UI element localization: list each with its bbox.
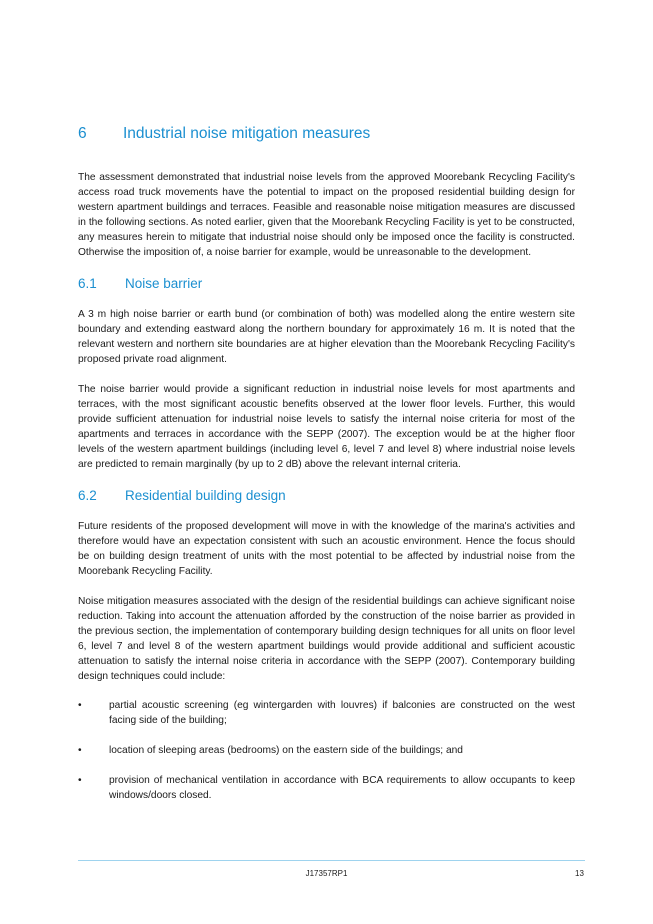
list-item (78, 743, 575, 758)
list-item-text: provision of mechanical ventilation in accordance with BCA requirements to allow occupants to keep windows/doors closed. (109, 775, 575, 801)
subsection-number: 6.1 (78, 276, 97, 291)
list-item-text: partial acoustic screening (eg wintergarden with louvres) if balconies are constructed on the west facing side of the building; (109, 700, 575, 726)
section-6-1-paragraph: A 3 m high noise barrier or earth bund (or combination of both) was modelled along the entire western site boundary and extending eastward along the northern boundary for approximately 16 m. It is noted that the relevant western and northern site boundaries are at higher elevation than the Moorebank Recycling Facility's proposed private road alignment. (78, 309, 575, 365)
section-6-2-heading (78, 487, 575, 505)
bullet-icon: • (78, 745, 82, 756)
page-content (78, 124, 575, 818)
section-title: Industrial noise mitigation measures (123, 125, 371, 142)
list-item (78, 773, 575, 803)
list-item (78, 698, 575, 728)
subsection-title: Residential building design (125, 488, 286, 503)
bullet-icon: • (78, 775, 82, 786)
footer-divider (78, 860, 585, 861)
design-techniques-list (78, 698, 575, 803)
section-6-2-paragraph: Noise mitigation measures associated with the design of the residential buildings can achieve significant noise reduction. Taking into account the attenuation afforded by the construction of the noise barrier as provided in the previous section, the implementation of contemporary building design techniques for all units on floor level 6, level 7 and level 8 of the western apartment buildings would provide additional and sufficient acoustic attenuation to satisfy the internal noise criteria in accordance with the SEPP (2007). Contemporary building design techniques could include: (78, 596, 575, 682)
subsection-title: Noise barrier (125, 276, 203, 291)
section-6-intro: The assessment demonstrated that industrial noise levels from the approved Moorebank Recycling Facility's access road truck movements have the potential to impact on the proposed residential building design for western apartment buildings and terraces. Feasible and reasonable noise mitigation measures are discussed in the following sections. As noted earlier, given that the Moorebank Recycling Facility is yet to be constructed, any measures herein to mitigate that industrial noise should only be imposed once the facility is constructed. Otherwise the imposition of, a noise barrier for example, would be unreasonable to the development. (78, 172, 575, 258)
section-number: 6 (78, 125, 87, 142)
bullet-icon: • (78, 700, 82, 711)
section-6-1-heading (78, 275, 575, 293)
section-6-heading (78, 124, 575, 144)
footer-document-code: J17357RP1 (305, 869, 348, 878)
subsection-number: 6.2 (78, 488, 97, 503)
section-6-2-paragraph: Future residents of the proposed development will move in with the knowledge of the marina's activities and therefore would have an expectation consistent with such an acoustic environment. Hence the focus should be on building design treatment of units with the most potential to be affected by industrial noise from the Moorebank Recycling Facility. (78, 521, 575, 577)
section-6-1-paragraph: The noise barrier would provide a significant reduction in industrial noise levels for most apartments and terraces, with the most significant acoustic benefits observed at the lower floor levels. Further, this would provide sufficient attenuation for industrial noise levels to satisfy the internal noise criteria for most of the apartments and terraces in accordance with the SEPP (2007). The exception would be at the higher floor levels of the western apartment buildings (including level 6, level 7 and level 8) where industrial noise levels are predicted to remain marginally (by up to 2 dB) above the relevant internal criteria. (78, 384, 575, 470)
list-item-text: location of sleeping areas (bedrooms) on the eastern side of the buildings; and (109, 745, 463, 756)
footer-page-number: 13 (575, 869, 584, 878)
